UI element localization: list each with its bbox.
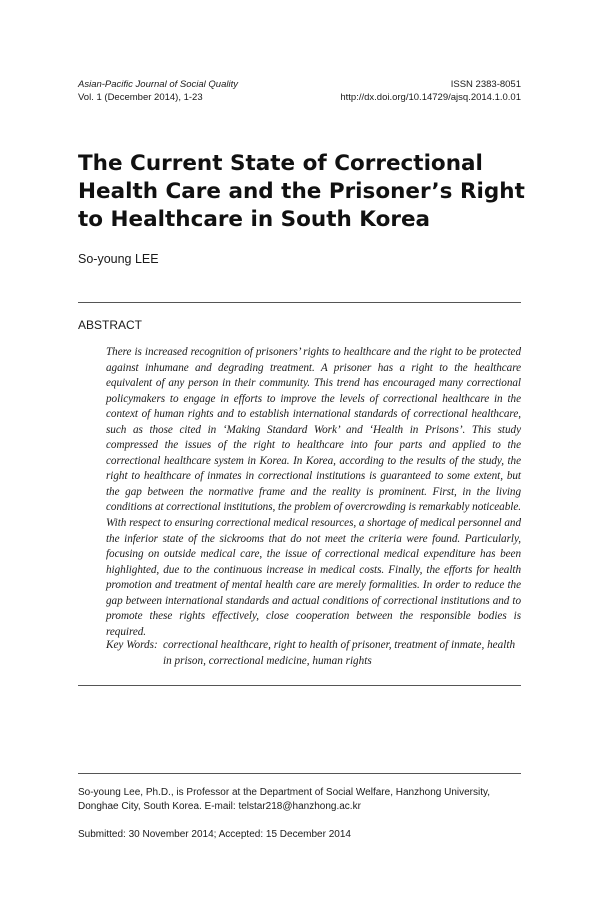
journal-name: Asian-Pacific Journal of Social Quality [78,79,238,90]
volume-info: Vol. 1 (December 2014), 1-23 [78,92,203,103]
author-name: So-young LEE [78,252,159,266]
keywords-label: Key Words: [106,639,158,651]
abstract-body: There is increased recognition of prisoners’ rights to healthcare and the right to be protected against inhumane and degrading treatment. A prisoner has a right to the healthcare equivalent of any person in their community. This trend has encouraged many correctional policymakers to engage in efforts to improve the levels of correctional healthcare in the context of human rights and to establish international standards of correctional healthcare, such as those cited in ‘Making Standard Work’ and ‘Health in Prisons’. This study compressed the issues of the right to healthcare into four parts and applied to the correctional healthcare system in Korea. In Korea, according to the results of the study, the right to healthcare of inmates in correctional institutions is guaranteed to some extent, but the gap between the normative frame and the reality is prominent. First, in the living conditions at correctional institutions, the problem of overcrowding is remarkably noticeable. With respect to ensuring correctional medical resources, a shortage of medical personnel and the inferior state of the sickrooms that do not meet the criteria were found. Particularly, focusing on outside medical care, the issue of correctional medical expenditure has been highlighted, due to the continuous increase in medical costs. Finally, the efforts for health promotion and treatment of mental health care are merely formalities. In order to reduce the gap between international standards and actual conditions of correctional institutions and to promote these rights effectively, close cooperation between the responsible bodies is required. [106,346,521,638]
keywords [106,638,521,669]
divider-bottom [78,685,521,686]
author-affiliation-note: So-young Lee, Ph.D., is Professor at the Department of Social Welfare, Hanzhong University, Donghae City, South Korea. E-mail: telstar218@hanzhong.ac.kr [78,787,491,812]
publication-identifiers [340,78,521,104]
divider-footnote [78,773,521,774]
article-title: The Current State of Correctional Health Care and the Prisoner’s Right to Healthcare in South Korea [78,151,525,232]
issn: ISSN 2383-8051 [450,79,521,90]
doi-link[interactable]: http://dx.doi.org/10.14729/ajsq.2014.1.0.01 [340,92,521,103]
journal-header [78,78,238,104]
keywords-text: correctional healthcare, right to health of prisoner, treatment of inmate, health in prison, correctional medicine, human rights [163,639,516,667]
submission-dates: Submitted: 30 November 2014; Accepted: 15 December 2014 [78,829,351,840]
abstract-heading: ABSTRACT [78,318,143,332]
divider-top [78,302,521,303]
